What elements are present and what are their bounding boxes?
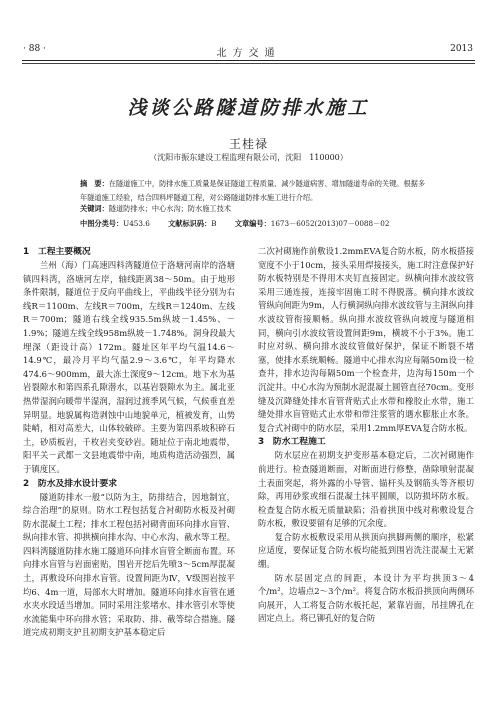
abstract-text: 在隧道施工中，防排水施工质量是保证隧道工程质量、减少隧道病害、增加隧道寿命的关键。根据多年隧道施工经验，结合四料坪隧道工程，对公路隧道防排水施工进行介绍。 <box>80 179 426 202</box>
article-no-field <box>235 219 390 228</box>
abstract-label: 摘 要： <box>80 179 109 188</box>
header-rule-thin <box>22 63 475 64</box>
article-no-label: 文章编号： <box>234 219 271 228</box>
keywords-label: 关键词： <box>80 204 109 213</box>
author-affiliation: （沈阳市振东建设工程监理有限公司，沈阳 110000） <box>149 153 348 162</box>
section-2-paragraph: 隧道防排水一般“以防为主，防排结合，因地制宜，综合治理”的原则。防水工程包括复合衬砌防水板及衬砌防水混凝土工程；排水工程包括衬砌背面环向排水盲管、纵向排水管、抑拱横向排水沟、中心水沟、截水等工程。四料湾隧道防排水施工隧道环向排水盲管全断面布置。环向排水盲管与岩面密贴，围岩开挖后先喷3～5cm厚混凝土，再敷设环向排水盲管。设置间距为Ⅳ，Ⅴ级围岩按平均6、4m一道，局部水大时增加。隧道环向排水盲管在通水夹水段适当增加。同时采用注浆堵水、排水管引水等使水流能集中环向排水管；采取防、排、截等综合措施。隧道完成初期支护且初期支护基本稳定后 <box>23 491 235 638</box>
section-3-paragraph-1: 防水层应在初期支护变形基本稳定后，二次衬砌施作前进行。检查隧道断面，对断面进行修整，凿除喷射混凝土表面突起，将外露的小导管、锚杆头及钢筋头等齐根切除，再用砂浆或细石混凝土抹平圆顺，以防损坏防水板。检查复合防水板无质量缺陷；沿着拱顶中线对称敷设复合防水板，敷设要留有足够的冗余度。 <box>258 450 474 529</box>
section-3-heading: 3 防水工程施工 <box>258 437 326 448</box>
clc-label: 中图分类号： <box>80 219 124 228</box>
running-header <box>0 44 497 58</box>
doc-code-label: 文献标识码： <box>168 219 212 228</box>
classification-line <box>80 219 440 229</box>
keywords-line <box>80 204 440 214</box>
section-1-paragraph: 兰州（海）门高速四料湾隧道位于洛塘河南岸的洛塘镇四料湾，洛塘河左岸，轴线距离38～50m。由于地形条件限制，隧道位于反向平曲线上，平曲线半径分别为右线R＝1100m、左线R＝700m，左线R＝1240m、左线R＝700m；隧道右线全线935.5m纵坡－1.45%、－1.9%；隧道左线全线958m纵坡－1.748%。洞身段最大埋深（距设计高）172m。隧址区年平均气温14.6～14.9℃，最冷月平均气温2.9～3.6℃，年平均降水474.6～900mm，最大冻土深度9～12cm。地下水为基岩裂隙水和第四系孔隙潜水，以基岩裂隙水为主。属北亚热带湿润向暖带半湿润，湿润过渡季风气候，气候垂直差异明显。地貌属构造剥蚀中山地貌单元，植被发育，山势陡峭，相对高差大，山体较破碎。主要为第四系坡积碎石土，砂质板岩，千枚岩夹变砂岩。随址位于南北地震带，阳平关－武都－文县地震带中南，地质构造活动强烈，属于镇度区。 <box>23 260 235 474</box>
section-1-heading: 1 工程主要概况 <box>23 247 91 257</box>
doc-code-field <box>168 219 216 228</box>
header-year: 2013 <box>450 44 473 54</box>
clc-value: U453.6 <box>123 219 150 228</box>
keywords-text: 隧道防排水；中心水沟；防水施工技术 <box>108 204 231 213</box>
abstract-block <box>80 177 430 205</box>
section-2-heading: 2 防水及排水设计要求 <box>23 478 118 489</box>
page-number: · 88 · <box>23 44 46 54</box>
article-no-value: 1673－6052(2013)07－0088－02 <box>270 219 390 228</box>
left-column <box>23 245 235 640</box>
header-rule <box>22 60 475 61</box>
journal-name: 北方交通 <box>216 48 281 59</box>
article-author: 王桂禄 <box>228 137 268 151</box>
clc-field <box>80 219 150 228</box>
right-column <box>258 245 474 626</box>
section-2-continued-paragraph: 二次衬砌施作前敷设1.2mmEVA复合防水板，防水板搭接宽度不小于10cm，接头采用焊接接头，施工时注意保护好防水板特别是不得用木夹钉直接固定。纵横向排水波纹管采用三通连接，连接牢固施工时不得脱落。横向排水波纹管纵向间距为9m，人行横洞纵向排水波纹管与主洞纵向排水波纹管衔接顺畅。纵向排水波纹管纵向坡度与隧道相同，横向引水波纹管设置间距9m，横坡不小于3%。施工时应对纵、横向排水波纹管做好保护，保证不断裂不堵塞，使排水系统顺畅。隧道中心排水沟应每隔50m设一检查井，排水边沟每隔50m一个检查井，边沟每150m一个沉淀井。中心水沟为预制水泥混凝土圆管直径70cm。变形缝及沉降缝处排水盲管背贴式止水带和橡胶止水带，施工缝处排水盲管贴式止水带和带注浆管的遇水膨胀止水条。复合式衬砌中的防水层，采用1.2mm厚EVA复合防水板。 <box>258 246 474 433</box>
doc-code-value: B <box>211 219 217 228</box>
section-3-paragraph-3: 防水层固定点的间距，本设计为平均拱顶3～4个/m²，边墙点2～3个/m²。将复合防水板沿拱顶向两侧环向展开，人工将复合防水板托起，紧靠岩面，吊挂牌孔在固定点上。将已铆孔好的复合防 <box>258 572 474 624</box>
section-3-paragraph-2: 复合防水板敷设采用从拱顶向拱脚两侧的顺序，松紧应适度，要保证复合防水板均能抵到围岩洗注混凝土无紧绷。 <box>258 531 474 570</box>
article-title: 浅谈公路隧道防排水施工 <box>127 97 370 119</box>
